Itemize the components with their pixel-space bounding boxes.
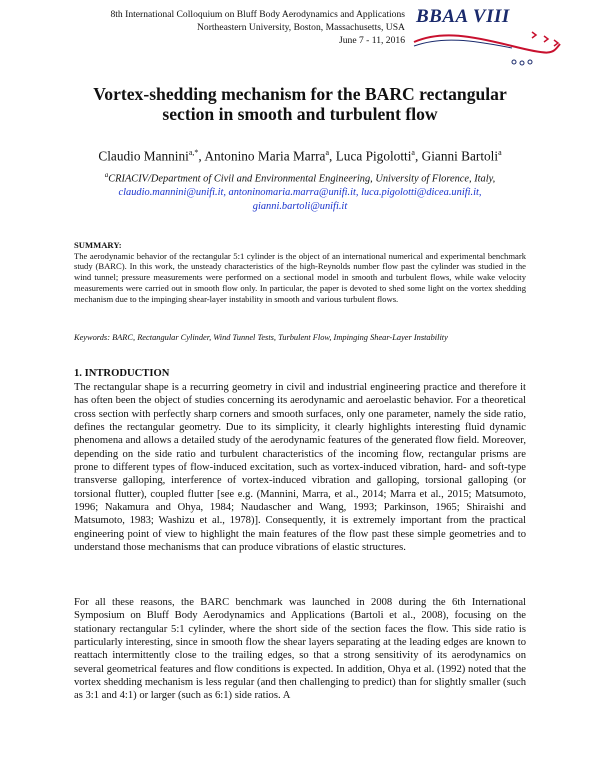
author-name: Gianni Bartoli <box>421 148 499 164</box>
intro-paragraph-1 <box>74 381 526 554</box>
author-affiliation-marker: a <box>411 148 415 157</box>
affiliation <box>40 168 560 186</box>
paragraph-text: For all these reasons, the BARC benchmark was launched in 2008 during the 6th International Symposium on Bluff Body Aerodynamics and Applications (Bartoli et al., 2008), focusing on the stationary rectangular 5:1 cylinder, where the short side of the section faces the flow. This side ratio is particularly interesting, since in smooth flow the shear layers separating at the leading edges are known to reattach intermittently close to the trailing edges, so that a strong sensitivity of its aerodynamics on several geometrical features and flow conditions is expected. In addition, Ohya et al. (1992) noted that the vortex shedding mechanism is less regular (and then challenging to predict) than for slightly smaller (such as 3:1 and 4:1) or larger (such as 6:1) side ratios. A <box>74 597 526 702</box>
author-affiliation-marker: a <box>325 148 330 157</box>
title-line-1: Vortex-shedding mechanism for the BARC rectangular <box>93 84 507 104</box>
paragraph-text: The rectangular shape is a recurring geometry in civil and industrial engineering practice and therefore it has often been the object of studies concerning its aerodynamic and aeroelastic behavior. For a theoretical cross section with perfectly sharp corners and smooth surfaces, only one parameter, namely the side ratio, defines the rectangular geometry. Due to its simplicity, it clearly highlights interesting fluid dynamic phenomena and allows a detailed study of the aerodynamic features of the generated flow field. Moreover, depending on the side ratio and turbulent characteristics of the incoming flow, rectangular prisms are prone to different types of flow-induced excitation, such as vortex-induced vibration, hard- and soft-type transverse galloping, interference of vortex-induced vibration and galloping, torsional galloping (or torsional flutter), coupled flutter [see e.g. (Mannini, Marra, et al., 2014; Marra et al., 2015; Matsumoto, 1996; Nakamura and Ohya, 1984; Naudascher and Wang, 1993; Parkinson, 1965; Shiraishi and Matsumoto, 1983; Washizu et al., 1978)]. Consequently, it is extremely important from the practical engineering point of view to highlight the main features of the flow past these simple geometries and to understand those mechanisms that can produce vibrations of elastic structures. <box>74 382 526 554</box>
affiliation-marker: a <box>104 171 109 179</box>
email-link-last[interactable]: gianni.bartoli@unifi.it <box>252 201 348 213</box>
keywords: Keywords: BARC, Rectangular Cylinder, Wind Tunnel Tests, Turbulent Flow, Impinging Shear-Layer Instability <box>74 333 448 342</box>
email-links[interactable]: claudio.mannini@unifi.it, antoninomaria.marra@unifi.it, luca.pigolotti@dicea.unifi.it, <box>118 187 482 199</box>
author-affiliation-marker: a,* <box>188 148 199 157</box>
conference-name: 8th International Colloquium on Bluff Body Aerodynamics and Applications <box>110 9 405 20</box>
conference-header <box>60 8 405 47</box>
paper-title <box>40 84 560 124</box>
logo-text: BBAA VIII <box>416 6 510 27</box>
author-name: Claudio Mannini <box>98 148 189 164</box>
affiliation-text: CRIACIV/Department of Civil and Environmental Engineering, University of Florence, Italy, <box>108 173 496 185</box>
author-name: Luca Pigolotti <box>335 148 412 164</box>
conference-location: Northeastern University, Boston, Massachusetts, USA <box>196 22 405 33</box>
title-line-2: section in smooth and turbulent flow <box>162 104 438 124</box>
affiliation-block <box>40 168 560 214</box>
summary-block <box>74 240 526 304</box>
author-list: Claudio Mannini$^{a,*}$, Antonino Maria Marra$^a$, Luca Pigolotti$^a$, Gianni Bartoli$^a$ <box>98 148 502 164</box>
author-affiliation-marker: a <box>498 148 502 157</box>
bbaa-logo <box>412 6 562 72</box>
conference-dates: June 7 - 11, 2016 <box>339 35 405 46</box>
summary-heading: SUMMARY: <box>74 240 122 250</box>
logo-wave-graphic <box>412 6 562 72</box>
intro-paragraph-2 <box>74 596 526 703</box>
section-heading: 1. INTRODUCTION <box>74 368 170 379</box>
author-name: Antonino Maria Marra <box>204 148 326 164</box>
summary-text: The aerodynamic behavior of the rectangular 5:1 cylinder is the object of an international numerical and experimental benchmark study (BARC). In this work, the unsteady characteristics of the high-Reynolds number flow past the cylinder was studied in the wind tunnel; pressure measurements were performed on a sectional model in smooth and turbulent flows, while wake velocity measurements were carried out in smooth flow only. In particular, the paper is devoted to shed some light on the vortex shedding mechanism due to the impinging shear-layer instability in smooth and various turbulent flows. <box>74 250 526 304</box>
